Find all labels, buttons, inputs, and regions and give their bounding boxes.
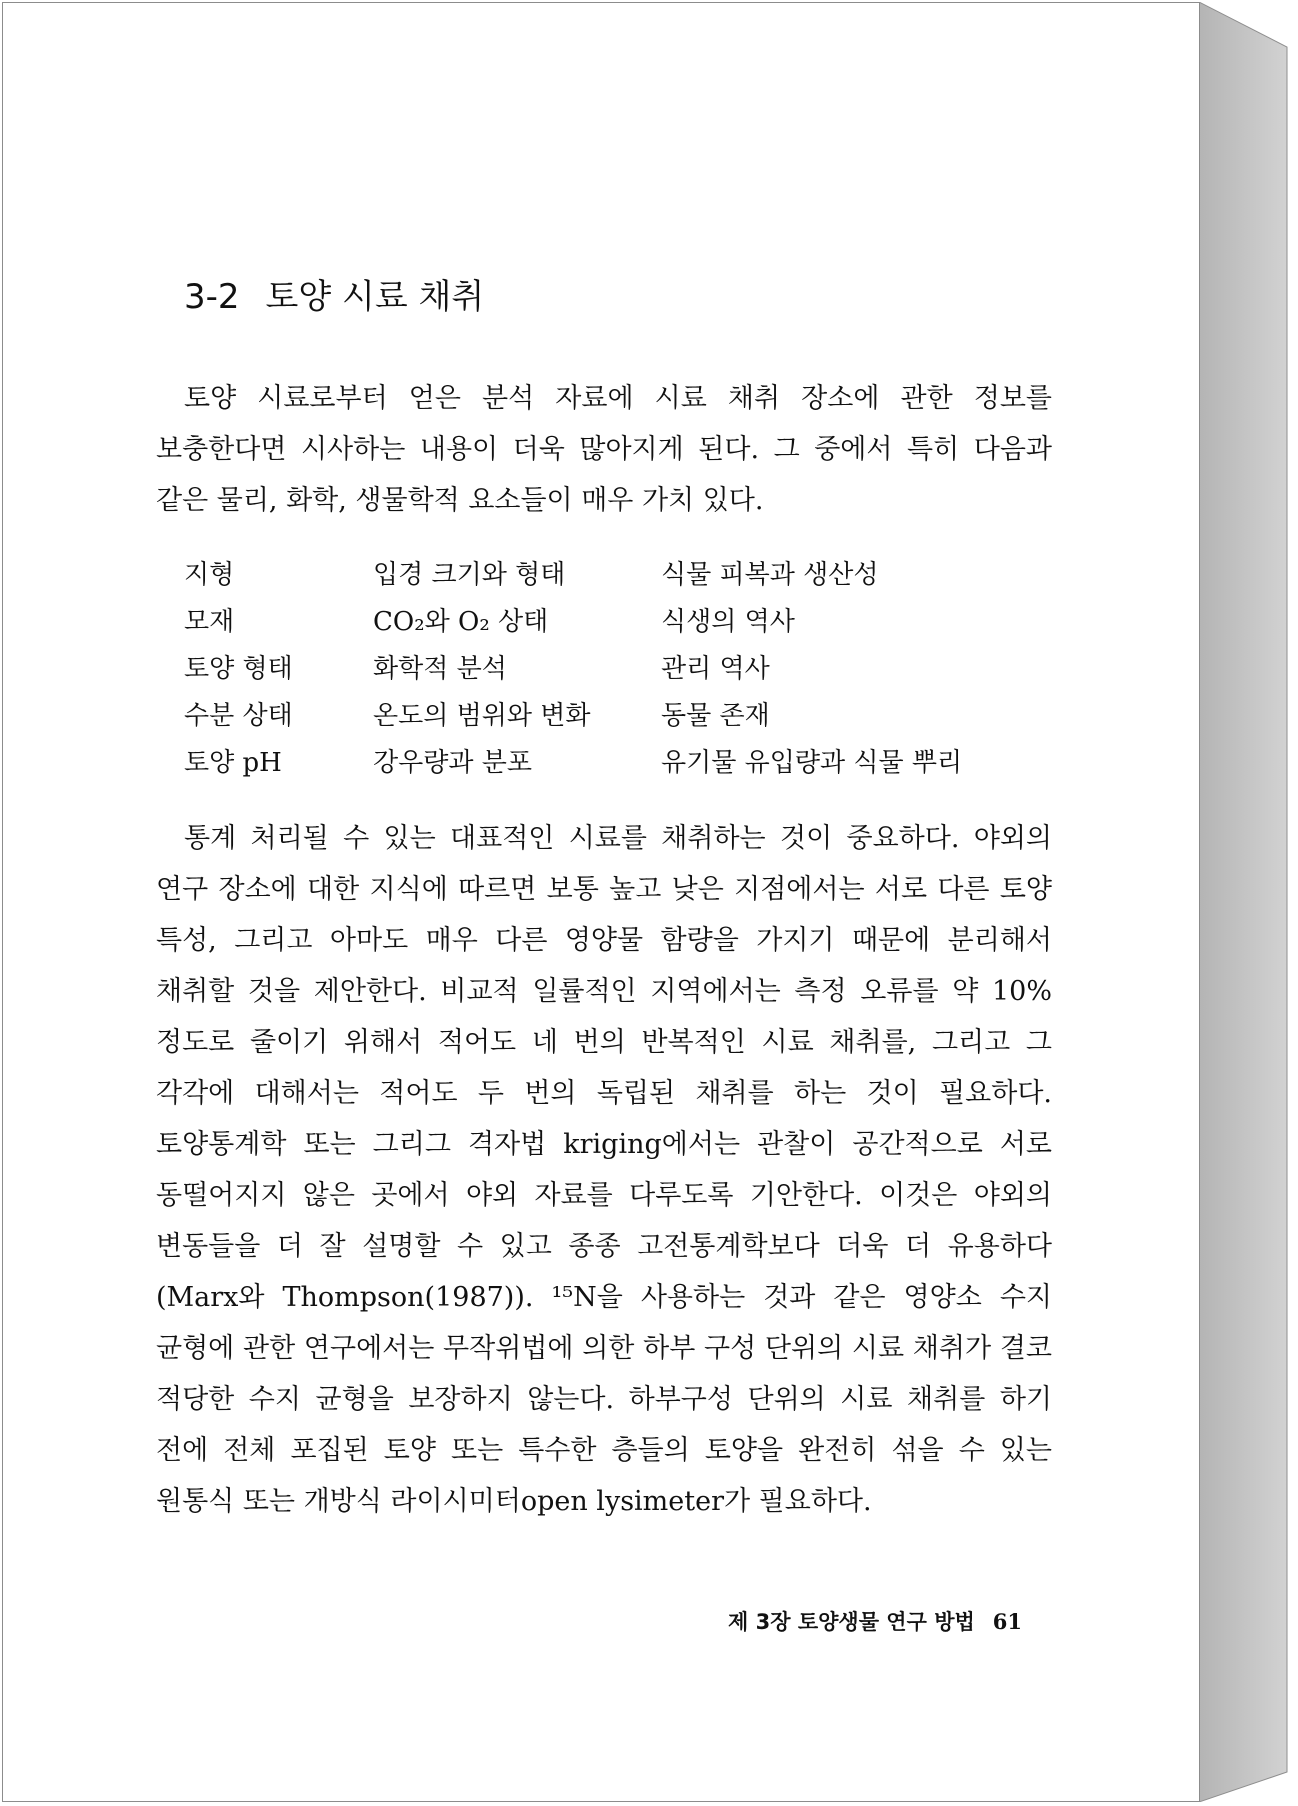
factor-cell: 지형 [184, 560, 235, 590]
section-heading [184, 273, 484, 321]
section-number: 3-2 [184, 277, 240, 317]
factor-cell: 강우량과 분포 [373, 748, 532, 778]
factors-row [184, 690, 1001, 737]
book-page [2, 2, 1200, 1802]
factor-cell: 동물 존재 [661, 701, 770, 731]
factors-row [184, 596, 1001, 643]
intro-paragraph: 토양 시료로부터 얻은 분석 자료에 시료 채취 장소에 관한 정보를 보충한다면 시사하는 내용이 더욱 많아지게 된다. 그 중에서 특히 다음과 같은 물리, 화학, 생물학적 요소들이 매우 가치 있다. [156, 383, 1052, 516]
factor-cell: 수분 상태 [184, 701, 293, 731]
factor-cell: CO₂와 O₂ 상태 [373, 607, 549, 637]
factor-cell: 토양 pH [184, 748, 282, 778]
running-footer [156, 1607, 1022, 1637]
book-side-shape [1199, 2, 1292, 1802]
book-side-edge [1199, 2, 1292, 1802]
page-number: 61 [992, 1609, 1022, 1634]
factor-cell: 토양 형태 [184, 654, 293, 684]
factor-cell: 입경 크기와 형태 [373, 560, 566, 590]
factor-cell: 유기물 유입량과 식물 뿌리 [661, 748, 963, 778]
factors-row [184, 643, 1001, 690]
sampling-paragraph: 통계 처리될 수 있는 대표적인 시료를 채취하는 것이 중요하다. 야외의 연구 장소에 대한 지식에 따르면 보통 높고 낮은 지점에서는 서로 다른 토양 특성, 그리고 아마도 매우 다른 영양물 함량을 가지기 때문에 분리해서 채취할 것을 제안한다. 비교적 일률적인 지역에서는 측정 오류를 약 10% 정도로 줄이기 위해서 적어도 네 번의 반복적인 시료 채취를, 그리고 그 각각에 대해서는 적어도 두 번의 독립된 채취를 하는 것이 필요하다. 토양통계학 또는 그리그 격자법 kriging에서는 관찰이 공간적으로 서로 동떨어지지 않은 곳에서 야외 자료를 다루도록 기안한다. 이것은 야외의 변동들을 더 잘 설명할 수 있고 종종 고전통계학보다 더욱 더 유용하다(Marx와 Thompson(1987)). ¹⁵N을 사용하는 것과 같은 영양소 수지 균형에 관한 연구에서는 무작위법에 의한 하부 구성 단위의 시료 채취가 결코 적당한 수지 균형을 보장하지 않는다. 하부구성 단위의 시료 채취를 하기 전에 전체 포집된 토양 또는 특수한 층들의 토양을 완전히 섞을 수 있는 원통식 또는 개방식 라이시미터open lysimeter가 필요하다. [156, 823, 1052, 1517]
factor-cell: 식물 피복과 생산성 [661, 560, 879, 590]
factor-cell: 모재 [184, 607, 235, 637]
factors-row [184, 549, 1001, 596]
section-title: 토양 시료 채취 [265, 277, 485, 317]
factor-cell: 식생의 역사 [661, 607, 795, 637]
factors-table [184, 549, 1001, 784]
factor-cell: 관리 역사 [661, 654, 770, 684]
factors-row [184, 737, 1001, 784]
factor-cell: 화학적 분석 [373, 654, 507, 684]
chapter-title: 제 3장 토양생물 연구 방법 [728, 1610, 975, 1634]
factor-cell: 온도의 범위와 변화 [373, 701, 591, 731]
